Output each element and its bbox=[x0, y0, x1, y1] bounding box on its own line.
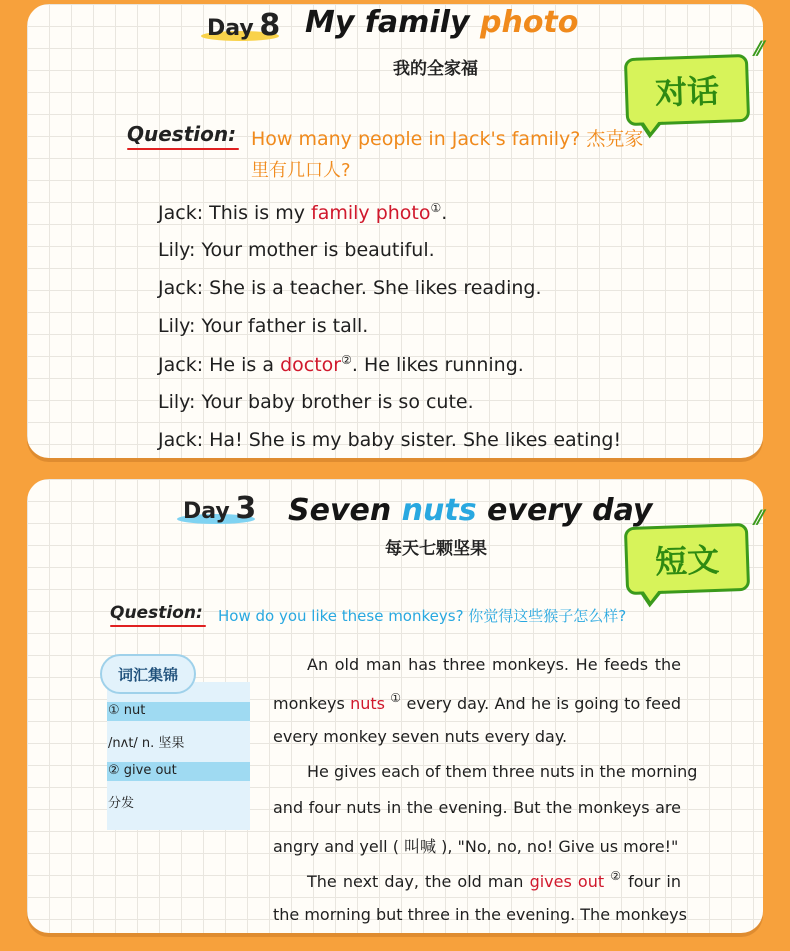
question-text: How do you like these monkeys? 你觉得这些猴子怎么样? bbox=[218, 607, 627, 625]
footnote-marker: ① bbox=[390, 691, 402, 705]
title-pre: Seven bbox=[288, 493, 392, 528]
question-underline bbox=[110, 625, 206, 627]
vocab-highlight: family photo bbox=[311, 202, 431, 224]
passage-tag bbox=[624, 505, 764, 595]
lesson-subtitle: 我的全家福 bbox=[393, 59, 478, 79]
dialog-line: Lily: Your father is tall. bbox=[158, 315, 369, 337]
title-main: My family bbox=[305, 5, 470, 40]
question-underline bbox=[127, 148, 239, 150]
title-accent: nuts bbox=[401, 493, 477, 528]
day-label: Day bbox=[183, 499, 230, 524]
title-accent: photo bbox=[479, 5, 579, 40]
question-text-line1: How many people in Jack's family? 杰克家 bbox=[251, 128, 644, 150]
question-text-line2: 里有几口人? bbox=[251, 160, 351, 181]
footnote-marker: ① bbox=[430, 201, 442, 215]
lesson-subtitle: 每天七颗坚果 bbox=[385, 539, 487, 559]
day-label: Day bbox=[207, 16, 254, 41]
dialog-tag bbox=[624, 36, 764, 126]
story-line: The next day, the old man gives out ② four in bbox=[307, 869, 682, 891]
footnote-marker: ② bbox=[610, 869, 623, 883]
tag-label: 短文 bbox=[654, 540, 720, 582]
dialog-line: Jack: He is a doctor②. He likes running. bbox=[158, 353, 524, 376]
day-number: 8 bbox=[259, 8, 281, 43]
dialog-line: Jack: Ha! She is my baby sister. She likes eating! bbox=[158, 429, 622, 451]
footnote-marker: ② bbox=[341, 353, 352, 367]
story-line: He gives each of them three nuts in the morning bbox=[307, 762, 698, 781]
spark-icon: ⁄⁄ bbox=[755, 36, 764, 61]
tag-label: 对话 bbox=[654, 71, 720, 113]
vocab-word: ① nut bbox=[108, 703, 146, 718]
day-number: 3 bbox=[235, 491, 257, 526]
dialog-line: Lily: Your baby brother is so cute. bbox=[158, 391, 474, 413]
vocab-word: ② give out bbox=[108, 763, 177, 778]
day-badge bbox=[207, 8, 280, 43]
day-badge bbox=[183, 491, 256, 526]
vocab-definition: 分发 bbox=[108, 796, 135, 811]
dialog-line: Lily: Your mother is beautiful. bbox=[158, 239, 435, 261]
vocab-highlight: doctor bbox=[280, 354, 342, 376]
question-label: Question: bbox=[110, 603, 203, 623]
story-line: monkeys nuts ① every day. And he is going to feed bbox=[273, 691, 681, 713]
dialog-line: Jack: She is a teacher. She likes reading. bbox=[158, 277, 542, 299]
spark-icon: ⁄⁄ bbox=[755, 505, 764, 530]
vocab-header: 词汇集锦 bbox=[100, 654, 196, 694]
lesson-title bbox=[305, 5, 578, 40]
story-line: angry and yell ( 叫喊 ), "No, no, no! Give us more!" bbox=[273, 837, 679, 856]
title-post: every day bbox=[487, 493, 653, 528]
vocab-highlight: gives out bbox=[529, 872, 605, 891]
story-line: An old man has three monkeys. He feeds the bbox=[307, 655, 681, 674]
vocab-definition: /nʌt/ n. 坚果 bbox=[108, 736, 185, 751]
story-line: the morning but three in the evening. The monkeys bbox=[273, 905, 687, 924]
lesson-title bbox=[288, 493, 652, 528]
vocab-highlight: nuts bbox=[350, 694, 386, 713]
dialog-line: Jack: This is my family photo①. bbox=[158, 201, 448, 224]
question-label: Question: bbox=[127, 122, 236, 146]
story-line: every monkey seven nuts every day. bbox=[273, 727, 568, 746]
story-line: and four nuts in the evening. But the monkeys are bbox=[273, 798, 681, 817]
